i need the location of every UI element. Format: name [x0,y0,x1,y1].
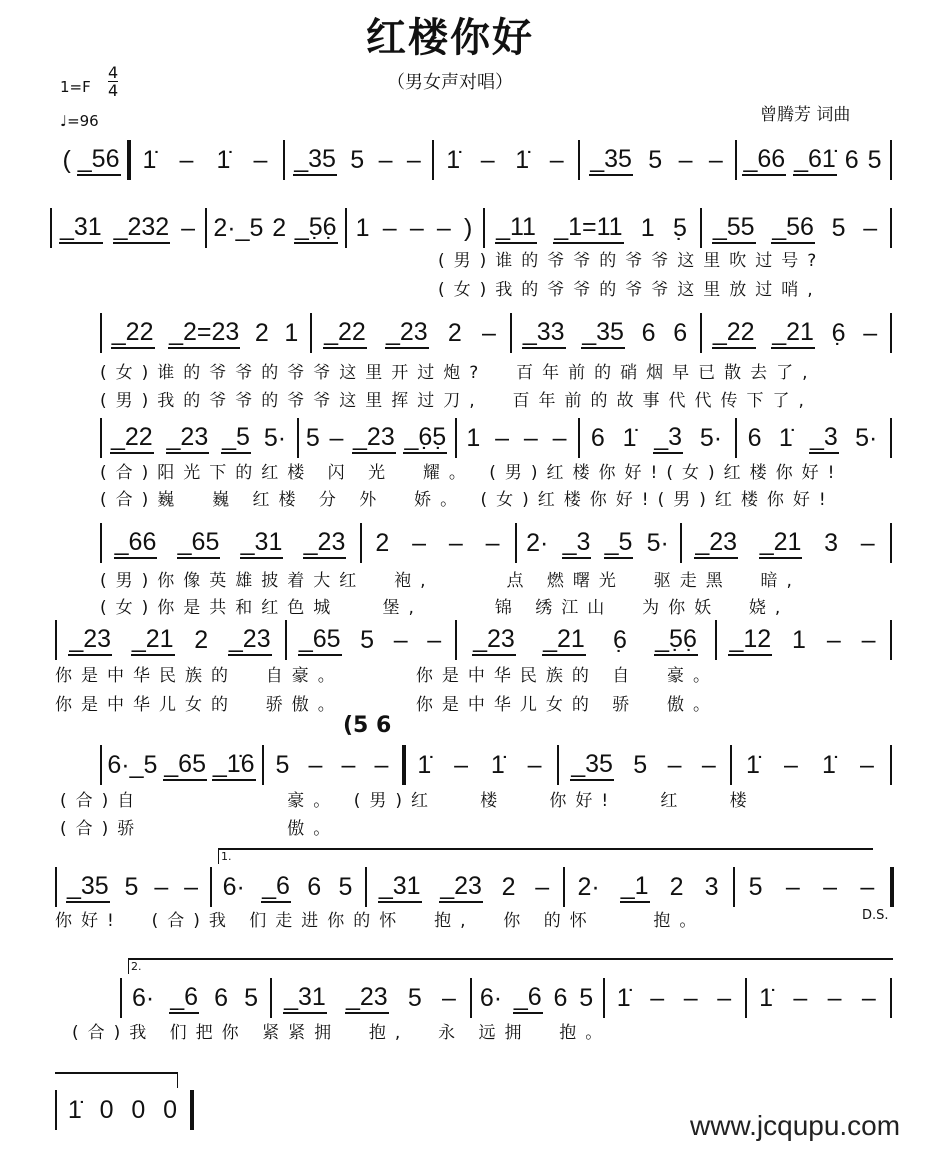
note: _56 [771,212,815,244]
measure [364,523,511,563]
dash-extension: – [374,750,389,779]
measure [124,978,266,1018]
note: _6 [169,982,199,1014]
dash-extension: – [393,625,408,654]
note: _1 [620,871,650,903]
dash-extension: – [448,528,463,557]
note: 1̇ [446,145,461,174]
lyric-line: (合)巍 巍 红楼 分 外 娇。 (女)红楼你好!(男)红楼你好! [100,490,835,510]
dash-extension: – [860,528,875,557]
subtitle: （男女声对唱） [387,72,513,93]
bar-line [345,208,347,248]
note: _21 [771,317,815,349]
measure [684,523,886,563]
note: 6 [641,318,656,347]
note: 0 [99,1095,114,1124]
dash-extension: – [860,750,874,779]
measure [607,978,741,1018]
measure [104,523,356,563]
lyric-line: (合)自 豪。 (男)红 楼 你好! 红 楼 [60,791,756,811]
measure [209,208,341,248]
bar-line [210,867,212,907]
note: 1̇ [616,983,631,1012]
dash-extension: – [785,872,800,901]
note: _3 [653,422,683,454]
note: _66 [742,144,786,176]
dash-extension: – [442,983,456,1012]
bar-line [603,978,605,1018]
note: 5̣ [672,213,687,242]
bar-line [100,523,102,563]
measure [582,140,731,180]
lyric-line: (女)你是共和红色城 堡, 锦 绣江山 为你妖 娆, [100,598,790,618]
bar-line [700,208,702,248]
dash-extension: – [784,750,798,779]
measure [561,745,726,785]
note: _5̣6̣ [294,212,338,244]
measure [274,978,466,1018]
note: _232 [113,212,171,244]
dash-extension: – [678,145,693,174]
dash-extension: – [436,213,451,242]
note: _23 [303,527,347,559]
note: _23 [345,982,389,1014]
note: _1=11 [553,212,623,244]
bar-line [100,313,102,353]
song-title: 红楼你好 [366,15,534,61]
bar-line [890,745,892,785]
bar-line [402,745,406,785]
note: 6· [132,983,155,1012]
note: 5 [275,750,290,779]
bar-line [360,523,362,563]
pickup-notes: (5 6 [343,713,392,738]
note: _21 [131,624,175,656]
bar-line [262,745,264,785]
lyric-line: (女)谁的爷爷的爷爷这里开过炮? 百年前的硝烟早已散去了, [100,363,817,383]
bar-line [100,418,102,458]
bar-line [120,978,122,1018]
dash-extension: – [708,145,723,174]
lyric-line: (合)阳光下的红楼 闪 光 耀。 (男)红楼你好!(女)红楼你好! [100,463,844,483]
note: 5· [855,423,878,452]
note: 5· [263,423,287,452]
note: 6 [590,423,605,452]
measure [59,620,281,660]
note: 5 [360,625,375,654]
note: _6̣5̣ [403,422,447,454]
note: 6 [307,872,322,901]
bar-line [730,745,732,785]
note: _23 [228,624,272,656]
measure [54,208,201,248]
bar-line [100,745,102,785]
bar-line [483,208,485,248]
bar-line [578,140,580,180]
note: _12 [728,624,772,656]
note: 5 [305,423,320,452]
dash-extension: – [860,872,875,901]
note: 5· [699,423,723,452]
dash-extension: – [378,145,393,174]
lyric-line: 你好! (合)我 们走进你的怀 抱, 你 的怀 抱。 [55,911,706,931]
measure [59,140,123,180]
note: 6 [214,983,229,1012]
note: _33 [522,317,566,349]
bar-line [890,978,892,1018]
note: 1 [355,213,370,242]
dash-extension: – [863,213,878,242]
dash-extension: – [861,983,876,1012]
lyric-line: (女)我的爷爷的爷爷这里放过哨, [438,280,822,300]
note: _3 [809,422,839,454]
lyric-line: 你是中华民族的 自豪。 你是中华民族的 自 豪。 [55,666,720,686]
dash-extension: – [184,872,199,901]
bar-line [680,523,682,563]
measure [287,140,428,180]
note: 2· [526,528,549,557]
dash-extension: – [717,983,732,1012]
lyric-line: (男)我的爷爷的爷爷这里挥过刀, 百年前的故事代代传下了, [100,391,813,411]
dash-extension: – [683,983,698,1012]
dash-extension: – [253,145,268,174]
measure [104,745,258,785]
measure [314,313,506,353]
note: _2=23 [168,317,240,349]
dash-extension: – [826,625,841,654]
note: 1̇ [822,750,836,779]
measure [519,523,676,563]
time-signature-top: 4 [108,63,119,82]
dash-extension: – [861,625,876,654]
note: 2 [501,872,516,901]
note: 1 [640,213,655,242]
note: 5 [648,145,663,174]
note: _31 [378,871,422,903]
note: ) [464,213,473,242]
note: 5 [244,983,258,1012]
bar-line [578,418,580,458]
note: _23 [68,624,112,656]
note: _65 [163,749,207,781]
note: _21 [542,624,586,656]
measure [131,140,279,180]
note: _23 [472,624,516,656]
bar-line [890,208,892,248]
measure [734,745,886,785]
measure [301,418,451,458]
note: 2 [447,318,462,347]
measure [436,140,574,180]
bar-line [890,867,894,907]
measure [567,867,729,907]
dash-extension: – [154,872,169,901]
bar-line [700,313,702,353]
note: 2 [194,625,209,654]
note: 6̣ [831,318,846,347]
dash-extension: – [341,750,356,779]
measure [104,418,293,458]
dash-extension: – [406,145,421,174]
dash-extension: – [552,423,567,452]
dash-extension: – [827,983,842,1012]
time-signature-bottom: 4 [108,81,119,100]
note: _23 [385,317,429,349]
note: _5 [604,527,634,559]
bar-line [515,523,517,563]
note: _22 [110,422,154,454]
note: _5 [221,422,251,454]
dash-extension: – [701,750,716,779]
note: _22 [111,317,155,349]
note: _11 [495,212,537,244]
measure [737,867,886,907]
measure [474,978,599,1018]
bar-line [283,140,285,180]
measure [719,620,886,660]
note: _21 [759,527,803,559]
dal-segno-mark: D.S. [862,908,889,923]
bar-line [715,620,717,660]
bar-line [563,867,565,907]
note: 1̇ [622,423,637,452]
note: 6 [844,145,859,174]
note: 6·_5 [107,750,158,779]
note: _55 [712,212,756,244]
note: 6 [747,423,762,452]
bar-line [55,867,57,907]
note: 1̇ [778,423,793,452]
dash-extension: – [863,318,878,347]
lyric-line: (合)我 们把你 紧紧拥 抱, 永 远拥 抱。 [72,1023,612,1043]
note: 5 [338,872,353,901]
note: 1 [466,423,481,452]
note: 1̇ [759,983,774,1012]
note: 1 [284,318,299,347]
note: 5 [579,983,594,1012]
note: 6· [222,872,245,901]
note: 6̣ [613,625,627,654]
measure [289,620,451,660]
lyric-line: 你是中华儿女的 骄傲。 你是中华儿女的 骄 傲。 [55,695,720,715]
dash-extension: – [495,423,510,452]
measure [104,313,306,353]
dash-extension: – [181,213,196,242]
volta-2-continuation [55,1072,178,1088]
note: _35 [589,144,633,176]
measure [704,313,886,353]
bar-line [365,867,367,907]
note: _31 [59,212,103,244]
measure [704,208,886,248]
note: 0 [131,1095,146,1124]
dash-extension: – [650,983,665,1012]
dash-extension: – [308,750,323,779]
note: 1̇ [515,145,530,174]
bar-line [205,208,207,248]
note: _6 [513,982,543,1014]
note: 1̇ [417,750,432,779]
time-signature [108,64,118,99]
dash-extension: – [535,872,550,901]
note: 5 [831,213,846,242]
note: 1̇ [216,145,231,174]
note: _3 [562,527,592,559]
note: 6 [673,318,688,347]
bar-line [733,867,735,907]
dash-extension: – [823,872,838,901]
note: _31 [240,527,284,559]
note: 2· [577,872,600,901]
note: _35 [581,317,625,349]
measure [369,867,559,907]
lyric-line: (男)谁的爷爷的爷爷这里吹过号? [438,251,826,271]
note: 5 [633,750,648,779]
bar-line [890,418,892,458]
measure [59,867,206,907]
note: 5 [124,872,139,901]
volta-1: 1. [218,848,873,864]
measure [739,418,886,458]
note: 1̇ [67,1095,82,1124]
measure [459,620,711,660]
dash-extension: – [179,145,194,174]
note: 1 [792,625,806,654]
note: 3 [704,872,719,901]
note: 6· [479,983,503,1012]
bar-line [50,208,52,248]
measure [582,418,731,458]
bar-line [745,978,747,1018]
dash-extension: – [667,750,682,779]
note: 1̇ [142,145,157,174]
measure [749,978,886,1018]
dash-extension: – [523,423,538,452]
bar-line [432,140,434,180]
lyric-line: (合)骄 傲。 [60,819,340,839]
dash-extension: – [485,528,500,557]
note: 6 [553,983,568,1012]
measure [459,418,574,458]
measure [514,313,696,353]
note: 5 [407,983,422,1012]
note: _22 [323,317,367,349]
bar-line [470,978,472,1018]
key-signature: 1=F [60,78,91,96]
bar-line [297,418,299,458]
bar-line [510,313,512,353]
dash-extension: – [412,528,427,557]
note: _61̇ [793,144,837,176]
bar-line [890,313,892,353]
note: 1̇ [746,750,760,779]
note: _22 [712,317,756,349]
measure [349,208,479,248]
note: 2·_5 [213,213,264,242]
dash-extension: – [482,318,496,347]
bar-line [890,140,892,180]
tempo-marking: ♩=96 [60,112,99,130]
dash-extension: – [793,983,808,1012]
dash-extension: – [454,750,469,779]
dash-extension: – [480,145,495,174]
dash-extension: – [427,625,442,654]
note: _31 [283,982,327,1014]
measure [266,745,398,785]
note: 2 [272,213,287,242]
measure [739,140,886,180]
bar-line [55,620,57,660]
note: _56 [77,144,121,176]
note: _5̣6̣ [654,624,698,656]
measure [406,745,553,785]
composer-credit: 曾腾芳 词曲 [760,105,851,125]
volta-2: 2. [128,958,893,974]
note: _23 [352,422,396,454]
note: _66 [114,527,158,559]
dash-extension: – [329,423,344,452]
note: 5 [748,872,763,901]
bar-line [735,418,737,458]
dash-extension: – [382,213,397,242]
note: _35 [293,144,337,176]
bar-line [455,418,457,458]
bar-line [735,140,737,180]
dash-extension: – [549,145,564,174]
measure [487,208,696,248]
dash-extension: – [527,750,542,779]
bar-line [890,523,892,563]
measure [214,867,361,907]
lyric-line: (男)你像英雄披着大红 袍, 点 燃曙光 驱走黑 暗, [100,571,801,591]
bar-line [270,978,272,1018]
note: 5· [646,528,669,557]
note: _23 [439,871,483,903]
bar-line [310,313,312,353]
note: _35 [570,749,614,781]
dash-extension: – [409,213,424,242]
note: 2 [254,318,269,347]
bar-line [127,140,131,180]
bar-line [455,620,457,660]
bar-line [190,1090,194,1130]
note: _23 [166,422,210,454]
note: 5 [867,145,882,174]
bar-line [557,745,559,785]
note: 1̇ [490,750,505,779]
watermark: www.jcqupu.com [690,1110,901,1141]
note: _65 [177,527,221,559]
bar-line [55,1090,57,1130]
note: _35 [66,871,110,903]
note: 2 [375,528,390,557]
note: _23 [694,527,738,559]
note: 2 [669,872,684,901]
note: 3 [824,528,839,557]
bar-line [285,620,287,660]
note: 5 [350,145,365,174]
note: 0 [163,1095,178,1124]
note: ( [62,145,71,174]
measure [59,1090,186,1130]
note: _65 [298,624,342,656]
note: _6 [261,871,291,903]
bar-line [890,620,892,660]
note: _1̇6 [212,749,256,781]
